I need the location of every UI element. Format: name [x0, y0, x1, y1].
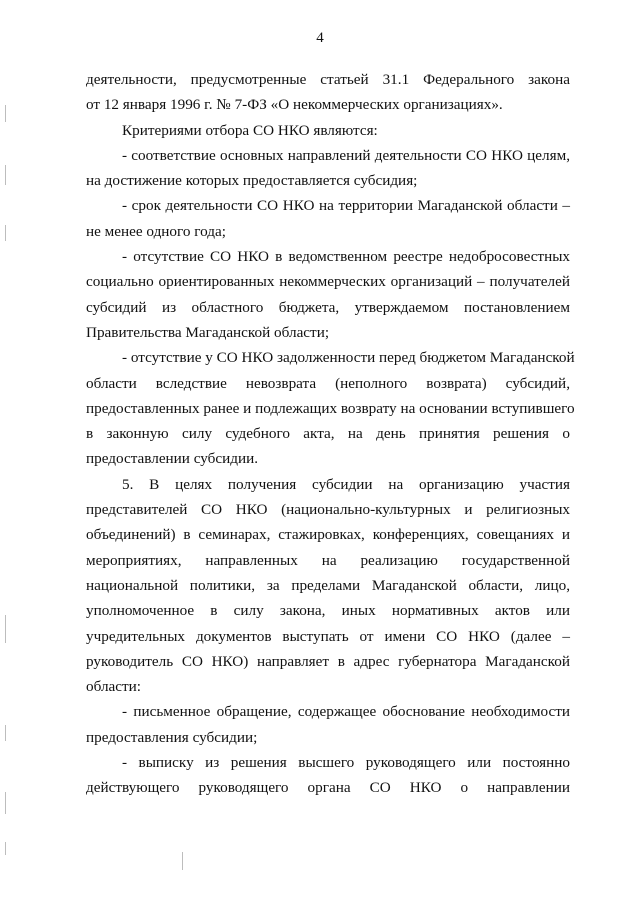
text-line: уполномоченное в силу закона, иных нормативных актов или [86, 602, 570, 620]
document-body [86, 67, 575, 801]
text-line: субсидий из областного бюджета, утверждаемом постановлением [86, 298, 570, 316]
text-line: представителей СО НКО (национально-культурных и религиозных [86, 501, 570, 519]
text-line: учредительных документов выступать от имени СО НКО (далее – [86, 627, 570, 645]
text-line: - отсутствие у СО НКО задолженности перед бюджетом Магаданской [122, 349, 575, 367]
scan-mark [5, 725, 6, 741]
text-line: области: [86, 678, 141, 696]
text-line: Критериями отбора СО НКО являются: [122, 121, 378, 139]
text-line: Правительства Магаданской области; [86, 323, 330, 341]
scan-mark [5, 792, 6, 814]
text-line: области вследствие невозврата (неполного возврата) субсидий, [86, 374, 570, 392]
text-line: - отсутствие СО НКО в ведомственном реестре недобросовестных [122, 248, 570, 266]
scan-mark [5, 615, 6, 643]
text-line: - выписку из решения высшего руководящего или постоянно [122, 754, 570, 772]
text-line: - соответствие основных направлений деятельности СО НКО целям, [122, 146, 570, 164]
page-number: 4 [316, 30, 324, 46]
text-line: руководитель СО НКО) направляет в адрес губернатора Магаданской [86, 652, 570, 670]
text-line: действующего руководящего органа СО НКО о направлении [86, 779, 570, 797]
text-line: от 12 января 1996 г. № 7-ФЗ «О некоммерческих организациях». [86, 96, 503, 114]
scan-mark [5, 105, 6, 122]
scan-mark [5, 165, 6, 185]
text-line: 5. В целях получения субсидии на организацию участия [122, 475, 570, 493]
text-line: деятельности, предусмотренные статьей 31.1 Федерального закона [86, 71, 570, 88]
text-line: объединений) в семинарах, стажировках, конференциях, совещаниях и [86, 526, 570, 544]
text-line: национальной политики, за пределами Магаданской области, лицо, [86, 576, 570, 594]
scan-mark [5, 225, 6, 241]
text-line: мероприятиях, направленных на реализацию государственной [86, 551, 570, 569]
text-line: предоставления субсидии; [86, 728, 258, 746]
scan-mark [5, 842, 6, 855]
text-line: социально ориентированных некоммерческих организаций – получателей [86, 273, 570, 291]
scan-mark [182, 852, 183, 870]
text-line: в законную силу судебного акта, на день принятия решения о [86, 425, 570, 443]
text-line: предоставленных ранее и подлежащих возврату на основании вступившего [86, 399, 575, 417]
text-line: предоставлении субсидии. [86, 450, 259, 468]
text-line: на достижение которых предоставляется субсидия; [86, 172, 418, 190]
text-line: - срок деятельности СО НКО на территории Магаданской области – [122, 197, 570, 215]
text-line: не менее одного года; [86, 222, 226, 240]
text-line: - письменное обращение, содержащее обоснование необходимости [122, 703, 570, 721]
